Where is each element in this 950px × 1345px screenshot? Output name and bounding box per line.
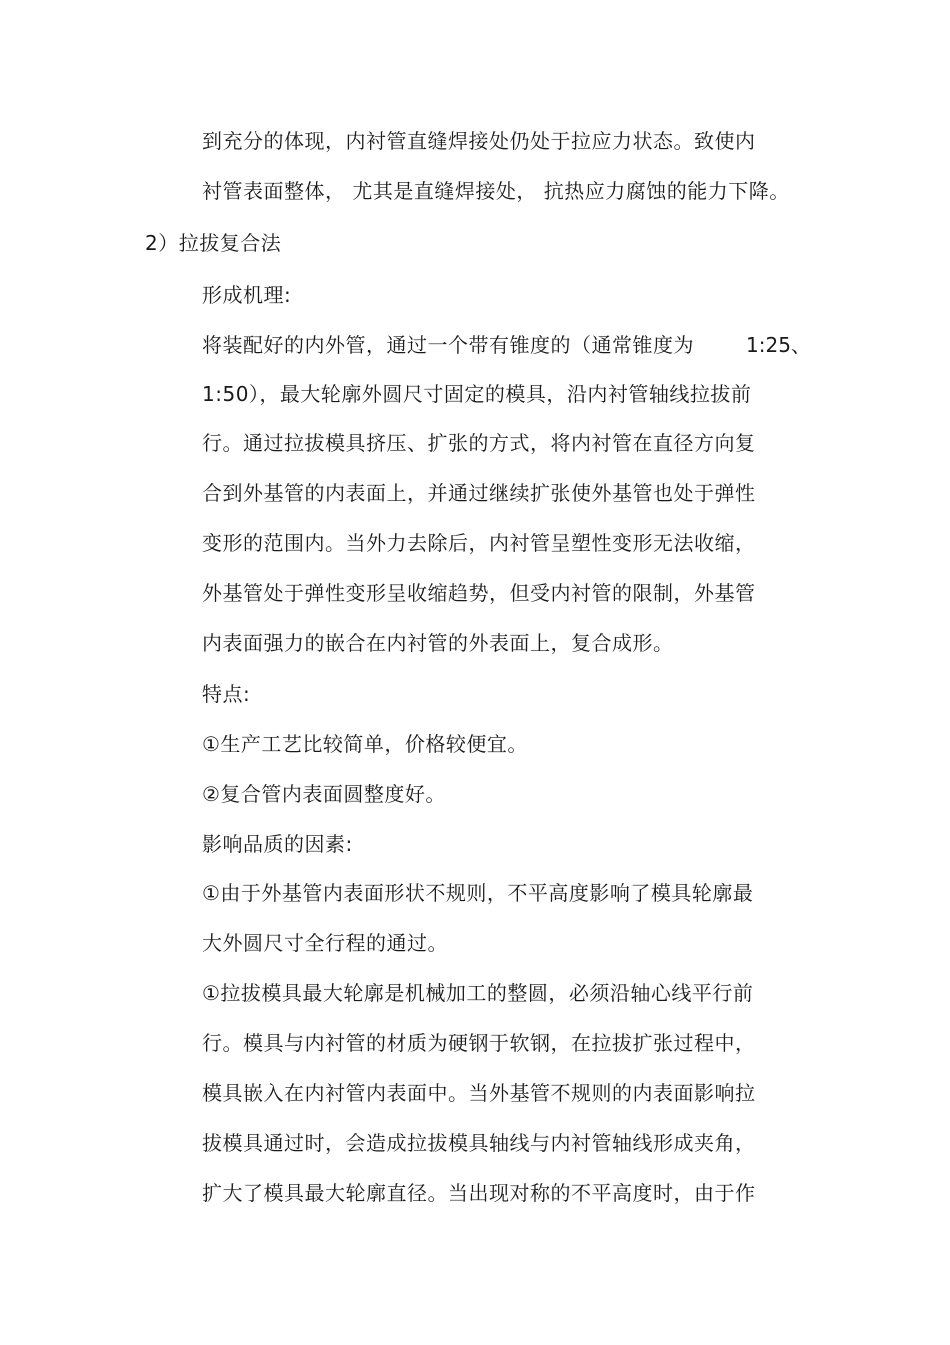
mechanism-line: 变形的范围内。当外力去除后，内衬管呈塑性变形无法收缩， <box>202 531 756 555</box>
mechanism-line: 内表面强力的嵌合在内衬管的外表面上，复合成形。 <box>202 631 674 655</box>
factor-line: 大外圆尺寸全行程的通过。 <box>202 931 448 955</box>
mechanism-line: 将装配好的内外管，通过一个带有锥度的（通常锥度为 <box>202 333 694 357</box>
mechanism-line: 外基管处于弹性变形呈收缩趋势，但受内衬管的限制，外基管 <box>202 581 756 605</box>
mechanism-line: 1:50），最大轮廓外圆尺寸固定的模具，沿内衬管轴线拉拔前 <box>202 382 752 406</box>
factor-line: 扩大了模具最大轮廓直径。当出现对称的不平高度时，由于作 <box>202 1181 756 1205</box>
factor-line: 拔模具通过时，会造成拉拔模具轴线与内衬管轴线形成夹角， <box>202 1131 756 1155</box>
factor-line: 模具嵌入在内衬管内表面中。当外基管不规则的内表面影响拉 <box>202 1081 756 1105</box>
factor-line: 行。模具与内衬管的材质为硬钢于软钢，在拉拔扩张过程中， <box>202 1031 756 1055</box>
mechanism-line: 行。通过拉拔模具挤压、扩张的方式，将内衬管在直径方向复 <box>202 431 756 455</box>
section-heading: 2）拉拔复合法 <box>145 231 282 255</box>
mechanism-line: 合到外基管的内表面上，并通过继续扩张使外基管也处于弹性 <box>202 481 756 505</box>
feature-item: ①生产工艺比较简单，价格较便宜。 <box>202 732 528 756</box>
paragraph-line: 到充分的体现，内衬管直缝焊接处仍处于拉应力状态。致使内 <box>202 129 756 153</box>
features-label: 特点: <box>202 682 251 706</box>
factor-line: ①拉拔模具最大轮廓是机械加工的整圆，必须沿轴心线平行前 <box>202 981 754 1005</box>
mechanism-label: 形成机理: <box>202 283 292 307</box>
factors-label: 影响品质的因素: <box>202 832 353 856</box>
feature-item: ②复合管内表面圆整度好。 <box>202 782 446 806</box>
paragraph-line: 衬管表面整体， 尤其是直缝焊接处， 抗热应力腐蚀的能力下降。 <box>202 179 790 203</box>
factor-line: ①由于外基管内表面形状不规则，不平高度影响了模具轮廓最 <box>202 881 754 905</box>
mechanism-line-tail: 1:25、 <box>746 333 811 357</box>
